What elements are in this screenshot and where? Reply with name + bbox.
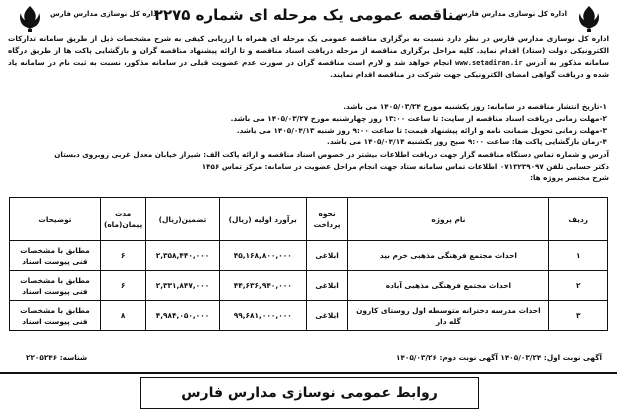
header-project-name: نام پروژه — [348, 198, 549, 241]
cell-guarantee: ۲,۳۳۱,۸۴۷,۰۰۰ — [146, 271, 219, 301]
cell-notes: مطابق با مشخصات فنی پیوست اسناد — [10, 301, 101, 331]
table-header-row — [10, 198, 608, 241]
cell-duration: ۶ — [100, 241, 145, 271]
header-duration: مدت پیمان(ماه) — [100, 198, 145, 241]
projects-caption: شرح مختصر پروژه ها: — [530, 173, 609, 182]
intro-text-part2: انجام خواهد شد و لازم است مناقصه گران در صورت عدم عضویت قبلی در سامانه مذکور، نسبت به ثبت نام در سامانه یاد شده و دریافت گواهی امضای الکترونیکی جهت شرکت در مناقصه اقدام نمایند. — [8, 57, 609, 80]
header-notes: توضیحات — [10, 198, 101, 241]
footer-org-name: روابط عمومی نوسازی مدارس فارس — [140, 377, 479, 409]
address-line: آدرس و شماره تماس دستگاه مناقصه گزار جهت دریافت اطلاعات بیشتر در خصوص اسناد مناقصه و ارائه پاکت الف: شیراز خیابان معدل غربی روبروی دبستان — [54, 150, 609, 159]
cell-guarantee: ۲,۳۵۸,۴۴۰,۰۰۰ — [146, 241, 219, 271]
header-estimate: برآورد اولیه (ریال) — [219, 198, 306, 241]
schedule-item: ۴-زمان بازگشایی پاکت ها: ساعت ۹:۰۰ صبح روز یکشنبه ۱۴۰۵/۰۴/۱۴ می باشد. — [327, 137, 607, 147]
header-row-number: ردیف — [549, 198, 608, 241]
cell-notes: مطابق با مشخصات فنی پیوست اسناد — [10, 241, 101, 271]
table-row — [10, 271, 608, 301]
cell-estimate: ۴۴,۶۳۶,۹۴۰,۰۰۰ — [219, 271, 306, 301]
cell-estimate: ۹۹,۶۸۱,۰۰۰,۰۰۰ — [219, 301, 306, 331]
intro-paragraph — [8, 33, 609, 81]
address-block — [8, 149, 609, 184]
table-row — [10, 301, 608, 331]
cell-estimate: ۴۵,۱۶۸,۸۰۰,۰۰۰ — [219, 241, 306, 271]
cell-row-number: ۲ — [549, 271, 608, 301]
address-line: دکتر حسابی تلفن ۰۷۱۳۲۳۹۰۹۷ اطلاعات تماس سامانه ستاد جهت انجام مراحل عضویت در سامانه: مرکز تماس ۱۴۵۶ — [201, 161, 609, 171]
cell-row-number: ۱ — [549, 241, 608, 271]
ad-id: شناسه: ۲۲۰۵۲۴۶ — [26, 353, 88, 362]
website-link[interactable]: www.setadiran.ir — [455, 58, 523, 67]
footer-band — [0, 372, 617, 408]
cell-project-name: احداث مجتمع فرهنگی مذهبی آباده — [348, 271, 549, 301]
schedule-item: ۱-تاریخ انتشار مناقصه در سامانه: روز یکشنبه مورخ ۱۴۰۵/۰۳/۲۴ می باشد. — [343, 102, 607, 111]
cell-payment: ابلاغی — [306, 271, 348, 301]
publication-dates: آگهی نوبت اول: ۱۴۰۵/۰۳/۲۴ آگهی نوبت دوم: ۱۴۰۵/۰۳/۲۶ — [395, 353, 602, 362]
cell-duration: ۸ — [100, 301, 145, 331]
emblem-icon — [574, 3, 604, 33]
footer-divider — [0, 372, 617, 374]
schedule-item: ۳-مهلت زمانی تحویل ضمانت نامه و ارائه پیشنهاد قیمت: تا ساعت ۹:۰۰ روز شنبه ۱۴۰۵/۰۴/۱۳ می باشد. — [236, 125, 607, 135]
cell-payment: ابلاغی — [306, 241, 348, 271]
org-label-left: اداره کل نوسازی مدارس فارس — [50, 10, 159, 18]
org-label-right: اداره کل نوسازی مدارس فارس — [458, 10, 567, 18]
cell-duration: ۶ — [100, 271, 145, 301]
cell-project-name: احداث مدرسه دخترانه متوسطه اول روستای کارون گله دار — [348, 301, 549, 331]
schedule-item: ۲-مهلت زمانی دریافت اسناد مناقصه از سایت: تا ساعت ۱۳:۰۰ روز چهارشنبه مورخ ۱۴۰۵/۰۳/۲۷ می باشد. — [230, 113, 607, 123]
page-title: مناقصه عمومی یک مرحله ای شماره ۲۲۷۵ — [153, 6, 464, 24]
cell-guarantee: ۴,۹۸۴,۰۵۰,۰۰۰ — [146, 301, 219, 331]
schedule-list — [12, 101, 607, 148]
projects-table — [9, 197, 608, 331]
intro-text-part1: اداره کل نوسازی مدارس فارس در نظر دارد نسبت به برگزاری مناقصه عمومی یک مرحله ای همراه با ارزیابی کیفی به شرح مشخصات ذیل از طریق سامانه تدارکات الکترونیکی دولت (ستاد) اقدام نماید. کلیه مراحل برگزاری مناقصه از مرحله دریافت اسناد مناقصه و تا ارائه پیشنهاد مناقصه گران و بازگشایی پاکت ها از طریق درگاه سامانه مذکور به آدرس — [8, 34, 609, 67]
table-row — [10, 241, 608, 271]
cell-notes: مطابق با مشخصات فنی پیوست اسناد — [10, 271, 101, 301]
header-guarantee: تضمین(ریال) — [146, 198, 219, 241]
header-payment: نحوه پرداخت — [306, 198, 348, 241]
cell-project-name: احداث مجتمع فرهنگی مذهبی خرم بید — [348, 241, 549, 271]
cell-row-number: ۳ — [549, 301, 608, 331]
cell-payment: ابلاغی — [306, 301, 348, 331]
